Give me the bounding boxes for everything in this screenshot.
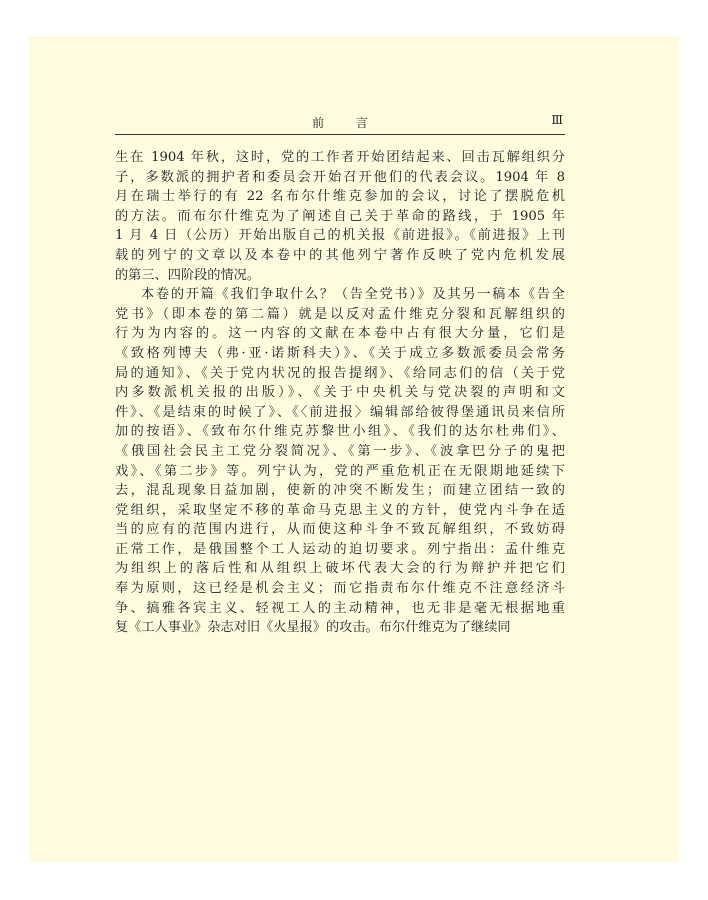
paragraph [115, 285, 565, 638]
text-line: 件》、《是结束的时候了》、《〈前进报〉编辑部给彼得堡通讯员来信所 [115, 404, 565, 420]
text-line: 去，混乱现象日益加剧，使新的冲突不断发生；而建立团结一致的 [115, 483, 565, 499]
text-line: 党书》（即本卷的第二篇）就是以反对孟什维克分裂和瓦解组织的 [115, 306, 565, 322]
text-line: 当的应有的范围内进行，从而使这种斗争不致瓦解组织，不致妨碍 [115, 522, 565, 538]
text-line: 《致格列博夫（弗·亚·诺斯科夫）》、《关于成立多数派委员会常务 [115, 345, 565, 361]
text-line: 本卷的开篇《我们争取什么？（告全党书）》及其另一稿本《告全 [141, 287, 565, 303]
paragraph [115, 148, 565, 285]
text-line: 生在 1904 年秋，这时，党的工作者开始团结起来、回击瓦解组织分 [115, 150, 565, 165]
text-line: 载的列宁的文章以及本卷中的其他列宁著作反映了党内危机发展 [115, 247, 565, 263]
header-title: 前 言 [312, 116, 382, 130]
text-line: 《俄国社会民主工党分裂简况》、《第一步》、《波拿巴分子的鬼把 [115, 443, 565, 459]
text-line: 的第三、四阶段的情况。 [115, 267, 261, 283]
text-line: 争、搞雅各宾主义、轻视工人的主动精神，也无非是毫无根据地重 [115, 600, 565, 616]
text-line: 1 月 4 日（公历）开始出版自己的机关报《前进报》。《前进报》上刊 [115, 228, 565, 244]
body-text [115, 148, 565, 638]
text-line: 复《工人事业》杂志对旧《火星报》的攻击。布尔什维克为了继续同 [115, 620, 511, 636]
text-line: 子，多数派的拥护者和委员会开始召开他们的代表会议。1904 年 8 [115, 169, 565, 185]
text-line: 局的通知》、《关于党内状况的报告提纲》、《给同志们的信（关于党 [115, 365, 565, 381]
page-number: Ⅲ [551, 113, 563, 127]
text-line: 戏》、《第二步》等。列宁认为，党的严重危机正在无限期地延续下 [115, 463, 565, 479]
text-line: 正常工作，是俄国整个工人运动的迫切要求。列宁指出：孟什维克 [115, 541, 565, 557]
text-line: 党组织，采取坚定不移的革命马克思主义的方针，使党内斗争在适 [115, 502, 565, 518]
text-line: 行为为内容的。这一内容的文献在本卷中占有很大分量，它们是 [115, 326, 565, 342]
text-line: 加的按语》、《致布尔什维克苏黎世小组》、《我们的达尔杜弗们》、 [115, 424, 565, 440]
text-line: 奉为原则，这已经是机会主义；而它指责布尔什维克不注意经济斗 [115, 581, 565, 597]
text-line: 内多数派机关报的出版）》、《关于中央机关与党决裂的声明和文 [115, 385, 565, 401]
text-line: 月在瑞士举行的有 22 名布尔什维克参加的会议，讨论了摆脱危机 [115, 189, 565, 205]
running-header [115, 112, 565, 135]
text-line: 为组织上的落后性和从组织上破坏代表大会的行为辩护并把它们 [115, 561, 565, 577]
text-line: 的方法。而布尔什维克为了阐述自己关于革命的路线，于 1905 年 [115, 208, 565, 224]
